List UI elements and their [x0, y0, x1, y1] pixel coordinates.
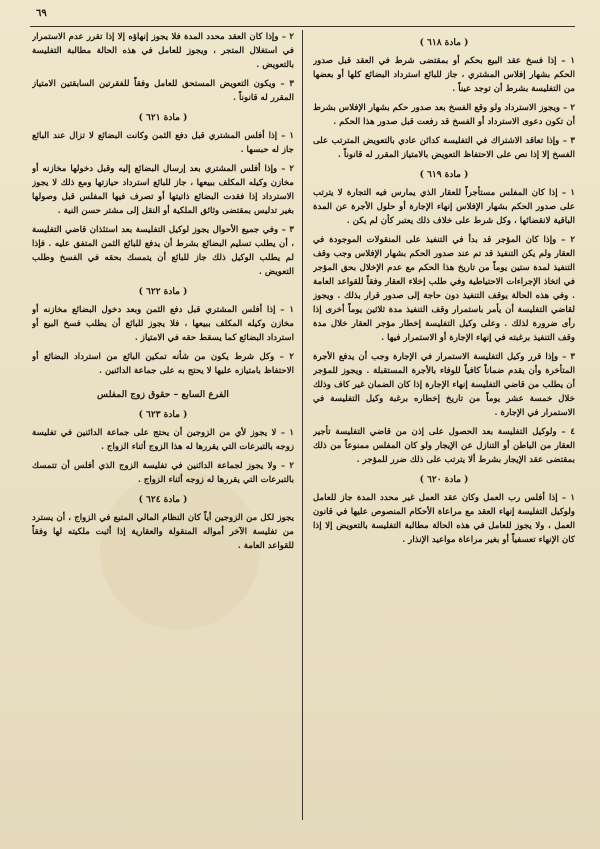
article-heading: ( مادة ٦٢٠ )	[419, 475, 469, 485]
paragraph: ٢ – وكل شرط يكون من شأنه تمكين البائع من استرداد البضائع أو الاحتفاظ بامتيازه عليها لا يحتج به على جماعة الدائنين .	[32, 352, 294, 376]
paragraph: ٢ – وإذا كان المؤجر قد بدأ في التنفيذ على المنقولات الموجودة في العقار ولم يكن التنفيذ قد تم عند صدور الحكم بشهار الإفلاس وجب وقف التنفيذ لمدة ستين يوماً من تاريخ هذا الحكم مع عدم الإخلال بحق المؤجر في اتخاذ الإجراءات الاحتياطية وفي طلب إخلاء العقار وفقاً للقواعد العامة . وفي هذه الحالة يوقف التنفيذ دون حاجة إلى صدور قرار بذلك . ويجوز لقاضي التفليسة أن يأمر باستمرار وقف التنفيذ مدة ثلاثين يوماً أخرى إذا رأى ضرورة لذلك . وعلى وكيل التفليسة إخطار مؤجر العقار خلال مدة وقف التنفيذ برغبته في إنهاء الإجارة أو الاستمرار فيها .	[313, 235, 575, 343]
left-column	[32, 30, 294, 820]
paragraph: ٢ – وإذا أفلس المشتري بعد إرسال البضائع إليه وقبل دخولها مخازنه أو مخازن وكيله المكلف ببيعها ، جاز للبائع استرداد حيازتها ومع ذلك لا يجوز الاسترداد إذا فقدت البضائع ذاتيتها أو تصرف فيها المفلس قبل وصولها بغير تدليس بمقتضى وثائق الملكية أو النقل إلى مشتر حسن النية .	[32, 164, 294, 216]
article-heading: ( مادة ٦٢٣ )	[138, 410, 188, 420]
paragraph: ١ – إذا أفلس المشتري قبل دفع الثمن وكانت البضائع لا تزال عند البائع جاز له حبسها .	[32, 131, 294, 155]
article-heading: ( مادة ٦١٩ )	[419, 170, 469, 180]
article-heading: ( مادة ٦٢١ )	[138, 113, 188, 123]
article-heading: ( مادة ٦٢٢ )	[138, 287, 188, 297]
header-rule	[30, 26, 575, 27]
column-divider	[302, 30, 303, 820]
page-number: ٦٩	[36, 8, 47, 19]
article-heading: ( مادة ٦٢٤ )	[138, 495, 188, 505]
right-column	[313, 30, 575, 820]
paragraph: ١ – لا يجوز لأي من الزوجين أن يحتج على جماعة الدائنين في تفليسة زوجه بالتبرعات التي يقررها له هذا الزوج أثناء الزواج .	[32, 428, 294, 452]
paragraph: ٣ – وفي جميع الأحوال يجوز لوكيل التفليسة بعد استئذان قاضي التفليسة ، أن يطلب تسليم البضائع بشرط أن يدفع للبائع الثمن المتفق عليه . فإذا لم يطلب الوكيل ذلك جاز للبائع أن يتمسك بحقه في الفسخ وطلب التعويض .	[32, 225, 294, 277]
paragraph: ١ – إذا أفلس المشتري قبل دفع الثمن وبعد دخول البضائع مخازنه أو مخازن وكيله المكلف ببيعها ، فلا يجوز للبائع أن يطلب فسخ البيع أو استرداد البضائع كما يسقط حقه في الامتياز .	[32, 305, 294, 343]
paragraph: ٢ – ويجوز الاسترداد ولو وقع الفسخ بعد صدور حكم بشهار الإفلاس بشرط أن تكون دعوى الاسترداد أو الفسخ قد رفعت قبل صدور هذا الحكم .	[313, 103, 575, 127]
paragraph: ٢ – وإذا كان العقد محدد المدة فلا يجوز إنهاؤه إلا إذا تقرر عدم الاستمرار في استغلال المتجر ، ويجوز للعامل في هذه الحالة مطالبة التفليسة بالتعويض .	[32, 32, 294, 70]
paragraph: ١ – إذا أفلس رب العمل وكان عقد العمل غير محدد المدة جاز للعامل ولوكيل التفليسة إنهاء العقد مع مراعاة الأحكام المنصوص عليها في قانون العمل ، ولا يجوز للعامل في هذه الحالة مطالبة التفليسة بالتعويض إلا إذا كان الإنهاء تعسفياً أو بغير مراعاة مواعيد الإنذار .	[313, 493, 575, 545]
paragraph: ٤ – ولوكيل التفليسة بعد الحصول على إذن من قاضي التفليسة تأجير العقار من الباطن أو التنازل عن الإيجار ولو كان المفلس ممنوعاً من ذلك بمقتضى عقد الإيجار بشرط ألا يترتب على ذلك ضرر للمؤجر .	[313, 427, 575, 465]
paragraph: ٣ – وإذا تعاقد الاشتراك في التفليسة كدائن عادي بالتعويض المترتب على الفسخ إلا إذا نص على الاحتفاظ التعويض بالامتياز المقرر له قانوناً .	[313, 136, 575, 160]
paragraph: ٢ – ولا يجوز لجماعة الدائنين في تفليسة الزوج الذي أفلس أن تتمسك بالتبرعات التي يقررها له زوجه أثناء الزواج .	[32, 461, 294, 485]
paragraph: ٣ – وإذا قرر وكيل التفليسة الاستمرار في الإجارة وجب أن يدفع الأجرة المتأخرة وأن يقدم ضماناً كافياً للوفاء بالأجرة المستقبلة . ويجوز للمؤجر أن يطلب من قاضي التفليسة إنهاء الإجارة إذا كان الضمان غير كاف وذلك خلال خمسة عشر يوماً من تاريخ إخطاره برغبة وكيل التفليسة في الاستمرار في الإجارة .	[313, 352, 575, 418]
section-heading: الفرع السابع – حقوق زوج المفلس	[96, 389, 229, 400]
article-heading: ( مادة ٦١٨ )	[419, 38, 469, 48]
paragraph: ١ – إذا كان المفلس مستأجراً للعقار الذي يمارس فيه التجارة لا يترتب على صدور الحكم بشهار الإفلاس إنهاء الإجارة أو حلول الأجرة عن المدة الباقية لانقضائها ، وكل شرط على خلاف ذلك يعتبر كأن لم يكن .	[313, 188, 575, 226]
paragraph: يجوز لكل من الزوجين أياً كان النظام المالي المتبع في الزواج ، أن يسترد من تفليسة الآخر أمواله المنقولة والعقارية إذا أثبت ملكيته لها وفقاً للقواعد العامة .	[32, 513, 294, 551]
paragraph: ١ – إذا فسخ عقد البيع بحكم أو بمقتضى شرط في العقد قبل صدور الحكم بشهار إفلاس المشتري ، جاز للبائع استرداد البضائع كلها أو بعضها من التفليسة بشرط أن توجد عيناً .	[313, 56, 575, 94]
paragraph: ٣ – ويكون التعويض المستحق للعامل وفقاً للفقرتين السابقتين الامتياز المقرر له قانوناً .	[32, 79, 294, 103]
